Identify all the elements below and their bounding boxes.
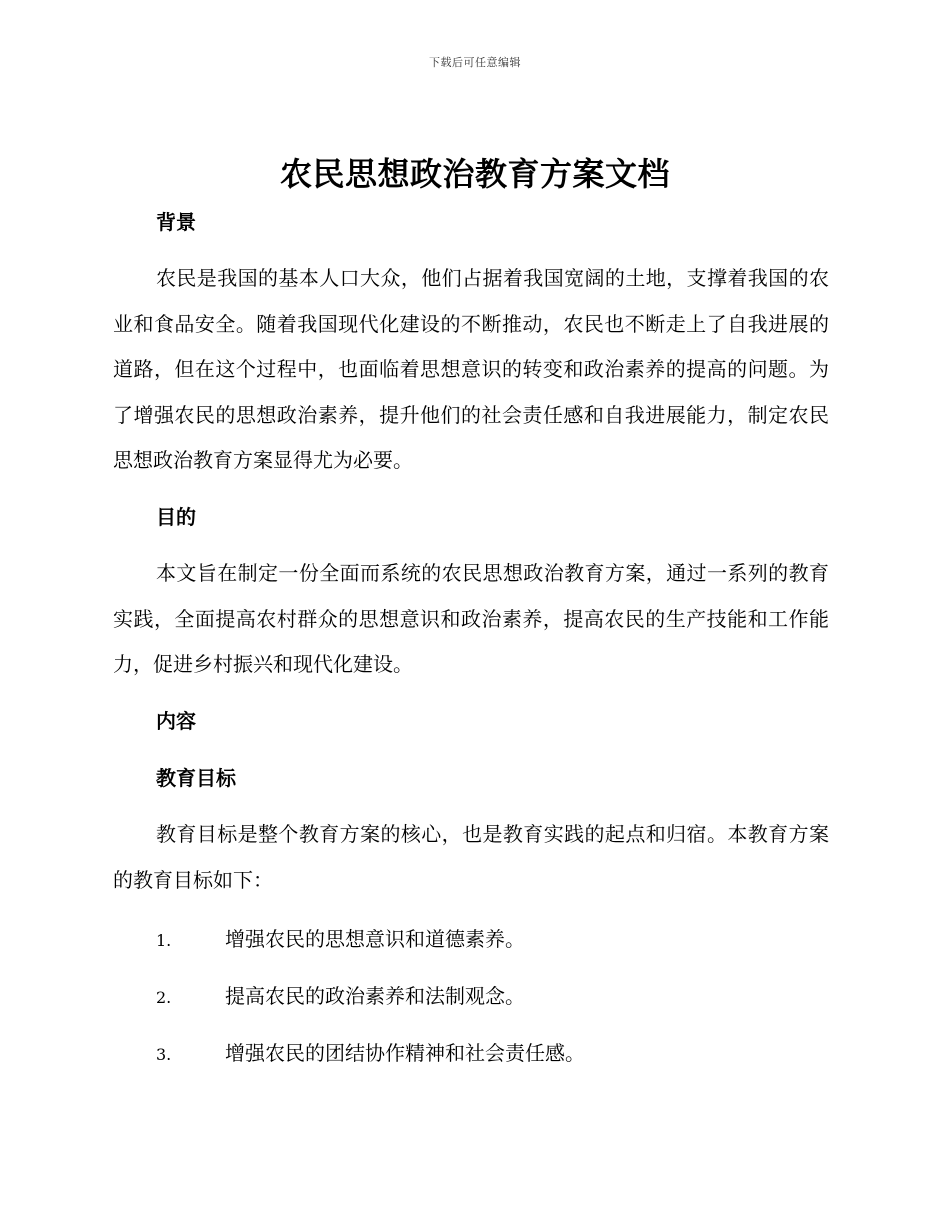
list-item-number: 1. <box>156 931 172 950</box>
list-item-text: 增强农民的思想意识和道德素养。 <box>225 927 525 951</box>
list-item <box>156 982 525 1012</box>
section-heading-content: 内容 <box>156 709 196 733</box>
document-title: 农民思想政治教育方案文档 <box>279 155 670 193</box>
paragraph-goals: 教育目标是整个教育方案的核心，也是教育实践的起点和归宿。本教育方案的教育目标如下： <box>113 822 829 892</box>
list-item <box>156 925 525 955</box>
section-heading-purpose: 目的 <box>156 505 196 529</box>
list-item <box>156 1039 585 1069</box>
list-item-text: 提高农民的政治素养和法制观念。 <box>225 984 525 1008</box>
list-item-text: 增强农民的团结协作精神和社会责任感。 <box>225 1041 585 1065</box>
list-item-number: 3. <box>156 1045 172 1064</box>
section-heading-background: 背景 <box>156 210 196 234</box>
page-header-note: 下载后可任意编辑 <box>429 56 521 69</box>
list-item-number: 2. <box>156 988 172 1007</box>
section-heading-goals: 教育目标 <box>156 766 236 790</box>
paragraph-background: 农民是我国的基本人口大众，他们占据着我国宽阔的土地，支撑着我国的农业和食品安全。随着我国现代化建设的不断推动，农民也不断走上了自我进展的道路，但在这个过程中，也面临着思想意识的转变和政治素养的提高的问题。为了增强农民的思想政治素养，提升他们的社会责任感和自我进展能力，制定农民思想政治教育方案显得尤为必要。 <box>113 266 829 472</box>
paragraph-purpose: 本文旨在制定一份全面而系统的农民思想政治教育方案，通过一系列的教育实践，全面提高农村群众的思想意识和政治素养，提高农民的生产技能和工作能力，促进乡村振兴和现代化建设。 <box>113 561 829 676</box>
